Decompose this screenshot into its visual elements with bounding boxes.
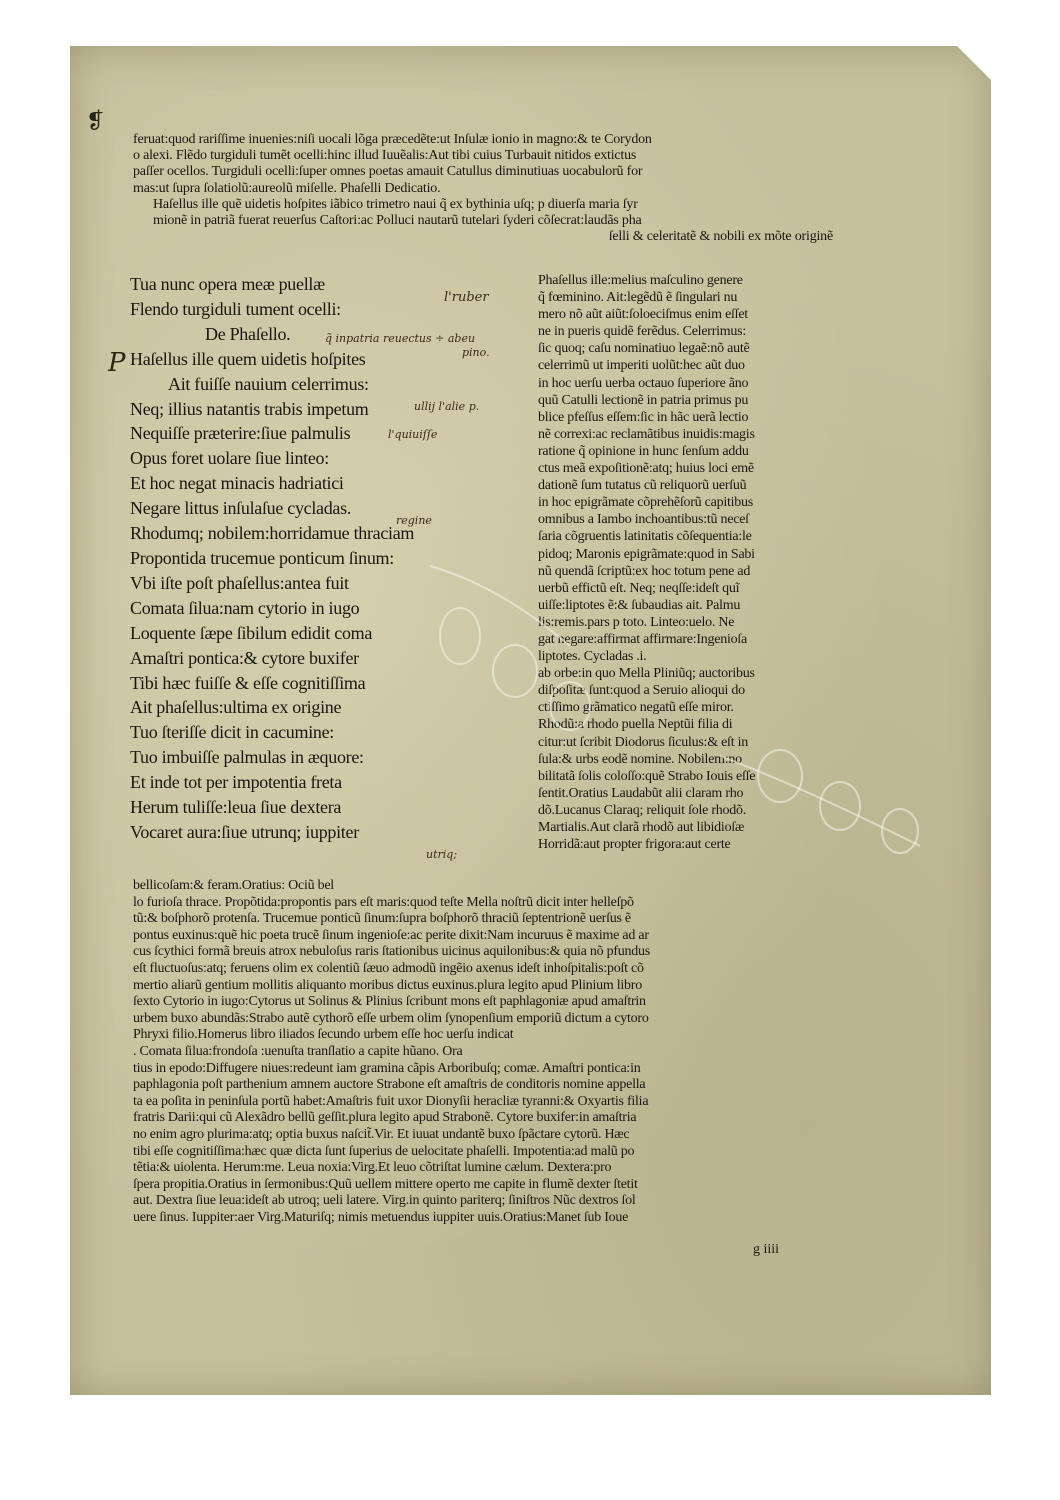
folded-corner xyxy=(957,46,991,80)
bottom-commentary-line: pontus euxinus:quẽ hic poeta trucẽ ſinum ingenioſe:ac perite dixit:Nam incuruus ẽ maxime ad ar xyxy=(133,927,649,943)
bottom-commentary-line: lo furioſa thrace. Propõtida:propontis pars eſt maris:quod teſte Mella noſtrũ dicit inter helleſpõ xyxy=(133,894,634,910)
handwritten-note: pino. xyxy=(462,346,490,359)
commentary-line: liptotes. Cycladas .i. xyxy=(538,649,647,665)
handwritten-note: l'ruber xyxy=(444,290,489,305)
commentary-line: bilitatã ſolis coloſſo:quẽ Strabo Iouis eſſe xyxy=(538,768,756,784)
commentary-line: ſentit.Oratius Laudabũt alii claram rho xyxy=(538,785,744,801)
verse-line: Ait fuiſſe nauium celerrimus: xyxy=(168,373,369,394)
commentary-column xyxy=(538,272,878,853)
dedication-line: Haſellus ille quẽ uidetis hoſpites iãbico trimetro naui q̃ ex bythinia uſq; p diuerſa maria ſyr xyxy=(153,196,638,212)
top-line: paſſer ocellos. Turgiduli ocelli:ſuper omnes poetas amauit Catullus diminutiuas uocabulorũ for xyxy=(133,164,643,180)
commentary-line: in hoc uerſu uerba octauo ſuperiore ãno xyxy=(538,375,749,391)
verse-line: Tuo imbuiſſe palmulas in æquore: xyxy=(130,747,364,768)
dedication-line: ſelli & celeritatẽ & nobili ex mõte originẽ xyxy=(608,229,833,245)
handwritten-note: utriq; xyxy=(426,848,458,861)
bottom-commentary-line: paphlagonia poſt parthenium amnem auctore Strabone eſt amaſtris de conditoris nomine appella xyxy=(133,1077,646,1093)
verse-line: Tua nunc opera meæ puellæ xyxy=(130,274,325,294)
commentary-line: omnibus a Iambo inchoantibus:tũ neceſ xyxy=(538,512,749,528)
bottom-commentary-line: tibi eſſe cognitiſſima:hæc quæ dicta ſunt ſuperius de uelocitate phaſelli. Impotentia:ad malũ po xyxy=(133,1143,635,1159)
bottom-commentary-line: ta ea poſita in peninſula portũ habet:Amaſtris fuit uxor Dionyſii heracliæ tyranni:& Oxyartis filia xyxy=(133,1093,649,1109)
bottom-commentary-line: bellicoſam:& feram.Oratius: Ociũ bel xyxy=(133,878,334,893)
bottom-commentary-line: ſexto Cytorio in iugo:Cytorus ut Solinus & Plinius ſcribunt mons eſt paphlagoniæ apud amaſtrin xyxy=(133,994,646,1010)
verse-line: Nequiſſe præterire:ſiue palmulis xyxy=(130,423,351,444)
verse-line: Flendo turgiduli tument ocelli: xyxy=(130,298,341,319)
commentary-line: ctus meã expoſitionẽ:atq; huius loci emẽ xyxy=(538,461,754,477)
handwritten-note: q̃ inpatria reuectus ÷ abeu xyxy=(325,332,476,345)
commentary-line: ctiſſimo grãmatico negatũ eſſe miror. xyxy=(538,700,734,716)
bottom-commentary-line: . Comata ſilua:frondoſa :uenuſta tranſlatio a capite hũano. Ora xyxy=(133,1043,463,1059)
verse-line: Tuo ſteriſſe dicit in cacumine: xyxy=(130,722,334,743)
commentary-line: lis:remis.pars p toto. Linteo:uelo. Ne xyxy=(538,614,735,630)
commentary-line: mero nõ aũt aiũt:ſoloeciſmus enim eſſet xyxy=(538,307,748,323)
commentary-line: gat negare:affirmat affirmare:Ingenioſa xyxy=(538,631,747,647)
verse-line: Et inde tot per impotentia freta xyxy=(130,772,342,793)
commentary-line: celerrimũ ut imperiti uolũt:hec aũt duo xyxy=(538,358,745,374)
commentary-line: dõ.Lucanus Claraq; reliquit ſole rhodõ. xyxy=(538,802,746,818)
commentary-line: Phaſellus ille:melius maſculino genere xyxy=(538,273,743,288)
verse-line: Vocaret aura:ſiue utrunq; iuppiter xyxy=(130,821,359,842)
top-line: mas:ut ſupra ſolatiolũ:aureolũ miſelle. Phaſelli Dedicatio. xyxy=(133,180,441,196)
bottom-commentary-line: aut. Dextra ſiue leua:ideſt ab utroq; ueli latere. Virg.in quinto pariterq; ſiniſtros Nũc dextros ſol xyxy=(133,1193,636,1209)
commentary-line: ſula:& urbs eodẽ nomine. Nobilem:no xyxy=(538,751,742,767)
dedication-line: mionẽ in patriã fuerat reuerſus Caſtori:ac Polluci nautarũ tutelari ſyderi cõſecrat:laudãs pha xyxy=(153,213,642,229)
top-line: o alexi. Flẽdo turgiduli tumẽt ocelli:hinc illud Iuuẽalis:Aut tibi cuius Turbauit nitidos extictus xyxy=(133,148,637,164)
commentary-line: blice pfeſſus eſſem:ſic in hãc uerã lectio xyxy=(538,409,749,425)
manuscript-page xyxy=(70,46,991,1395)
verse-line: Tibi hæc fuiſſe & eſſe cognitiſſima xyxy=(130,672,366,693)
commentary-line: ſic quoq; caſu nominatiuo legaẽ:nõ autẽ xyxy=(538,341,750,357)
bottom-commentary-line: Phryxi filio.Homerus libro iliados ſecundo urbem eſſe hoc uerſu indicat xyxy=(133,1027,514,1043)
commentary-line: quũ Catulli lectionẽ in patria primus pu xyxy=(538,392,749,408)
commentary-line: ab orbe:in quo Mella Pliniũq; auctoribus xyxy=(538,666,755,682)
commentary-line: ſaria cõgruentis latinitatis cõſequentia:le xyxy=(538,529,752,545)
top-commentary xyxy=(133,132,873,245)
signature-mark: g iiii xyxy=(753,1242,780,1257)
bottom-commentary-line: mertio aliarũ gentium mollitis aliquanto moribus dictus euxinus.plura legito apud Plinium libro xyxy=(133,977,642,993)
verse-line: Negare littus inſulaſue cycladas. xyxy=(130,498,352,519)
commentary-line: diſpoſitæ ſunt:quod a Seruio alioqui do xyxy=(538,683,745,699)
top-line: feruat:quod rariſſime inuenies:niſi uocali lõga præcedẽte:ut Inſulæ ionio in magno:& te Corydon xyxy=(133,132,652,147)
commentary-line: uiſſe:liptotes ẽ:& ſubaudias ait. Palmu xyxy=(538,597,741,613)
bottom-commentary-line: tius in epodo:Diffugere niues:redeunt iam gramina cãpis Arboribuſq; comæ. Amaſtri pontica:in xyxy=(133,1060,641,1076)
bottom-commentary-line: urbem buxo abundãs:Strabo autẽ cythorõ eſſe urbem olim ſynopenſium emporiũ dictum a cytoro xyxy=(133,1010,649,1026)
bottom-commentary-line: eſt fluctuoſus:atq; feruens olim ex colentiũ ſæuo admodũ ingẽio axenus ideſt inhoſpitalis:poſt cõ xyxy=(133,960,644,976)
bottom-commentary-line: cus ſcythici formã breuis atrox nebuloſus raris ſtationibus uicinus aquilonibus:& quia nõ pfundus xyxy=(133,944,650,960)
bottom-commentary xyxy=(133,878,878,1226)
bottom-commentary-line: no enim agro plurima:atq; optia buxus naſcit̃.Vir. Et iuuat undantẽ buxo ſpãctare cytorũ. Hæc xyxy=(133,1126,630,1142)
verse-line: Amaſtri pontica:& cytore buxifer xyxy=(130,647,359,668)
verse-line: Haſellus ille quem uidetis hoſpites xyxy=(130,348,366,369)
verse-line: Ait phaſellus:ultima ex origine xyxy=(130,697,342,718)
commentary-line: uerbũ effictũ eſt. Neq; neqſſe:ideſt quĩ xyxy=(538,580,740,596)
handwritten-note: ullij l'alie p. xyxy=(414,400,480,413)
commentary-line: q̃ fœminino. Ait:legẽdũ ẽ ſingulari nu xyxy=(538,290,738,306)
commentary-line: Martialis.Aut clarã rhodõ aut libidioſæ xyxy=(538,820,745,835)
verse-line: Loquente ſæpe ſibilum edidit coma xyxy=(130,622,373,643)
commentary-line: ne in pueris quidẽ ferẽdus. Celerrimus: xyxy=(538,324,746,340)
commentary-line: dationẽ ſum tutatus cũ reliquorũ uerſuũ xyxy=(538,478,747,494)
commentary-line: Horridã:aut propter frigora:aut certe xyxy=(538,837,731,853)
handwritten-note: l'quiuiſſe xyxy=(388,428,438,441)
paragraph-mark: ❡ xyxy=(86,108,105,133)
verse-line: Comata ſilua:nam cytorio in iugo xyxy=(130,597,360,618)
handwritten-note: regine xyxy=(396,514,432,527)
marginal-initial-mark: P xyxy=(108,348,126,378)
verse-line: Propontida trucemue ponticum ſinum: xyxy=(130,547,394,568)
bottom-commentary-line: tũ:& boſphorõ protenſa. Trucemue ponticũ ſinum:ſupra boſphorõ thraciũ ſeptentrionẽ uerſus ẽ xyxy=(133,911,631,927)
verse-line: Et hoc negat minacis hadriatici xyxy=(130,473,344,494)
verse-heading: De Phaſello. xyxy=(205,323,291,344)
bottom-commentary-line: tẽtia:& uiolenta. Herum:me. Leua noxia:Virg.Et leuo cõtriſtat lumine cælum. Dextera:pro xyxy=(133,1160,612,1176)
verse-line: Opus foret uolare ſiue linteo: xyxy=(130,448,329,469)
commentary-line: citur:ut ſcribit Diodorus ſiculus:& eſt in xyxy=(538,734,748,750)
commentary-line: nũ quendã ſcriptũ:ex hoc totum pene ad xyxy=(538,563,751,579)
commentary-line: in hoc epigrãmate cõprehẽſorũ capitibus xyxy=(538,495,753,511)
commentary-line: pidoq; Maronis epigrãmate:quod in Sabi xyxy=(538,546,755,562)
commentary-line: nẽ correxi:ac reclamãtibus inuidis:magis xyxy=(538,426,755,442)
verse-line: Vbi iſte poſt phaſellus:antea fuit xyxy=(130,572,349,593)
verse-line: Rhodumq; nobilem:horridamue thraciam xyxy=(130,523,415,544)
commentary-line: ratione q̃ opinione in hunc ſenſum addu xyxy=(538,443,749,459)
bottom-commentary-line: uere ſinus. Iuppiter:aer Virg.Maturiſq; nimis metuendus iuppiter uuis.Oratius:Manet ſub Ioue xyxy=(133,1209,629,1225)
verse-line: Herum tuliſſe:leua ſiue dextera xyxy=(130,797,342,818)
bottom-commentary-line: fratris Darii:qui cũ Alexãdro bellũ geſſit.plura legito apud Strabonẽ. Cytore buxifer:in amaſtria xyxy=(133,1110,637,1126)
commentary-line: Rhodũ:a rhodo puella Neptũi filia di xyxy=(538,717,733,733)
bottom-commentary-line: ſpera propitia.Oratius in ſermonibus:Quũ uellem mittere operto me capite in flumẽ dexter ſtetit xyxy=(133,1176,638,1192)
verse-line: Neq; illius natantis trabis impetum xyxy=(130,398,369,419)
